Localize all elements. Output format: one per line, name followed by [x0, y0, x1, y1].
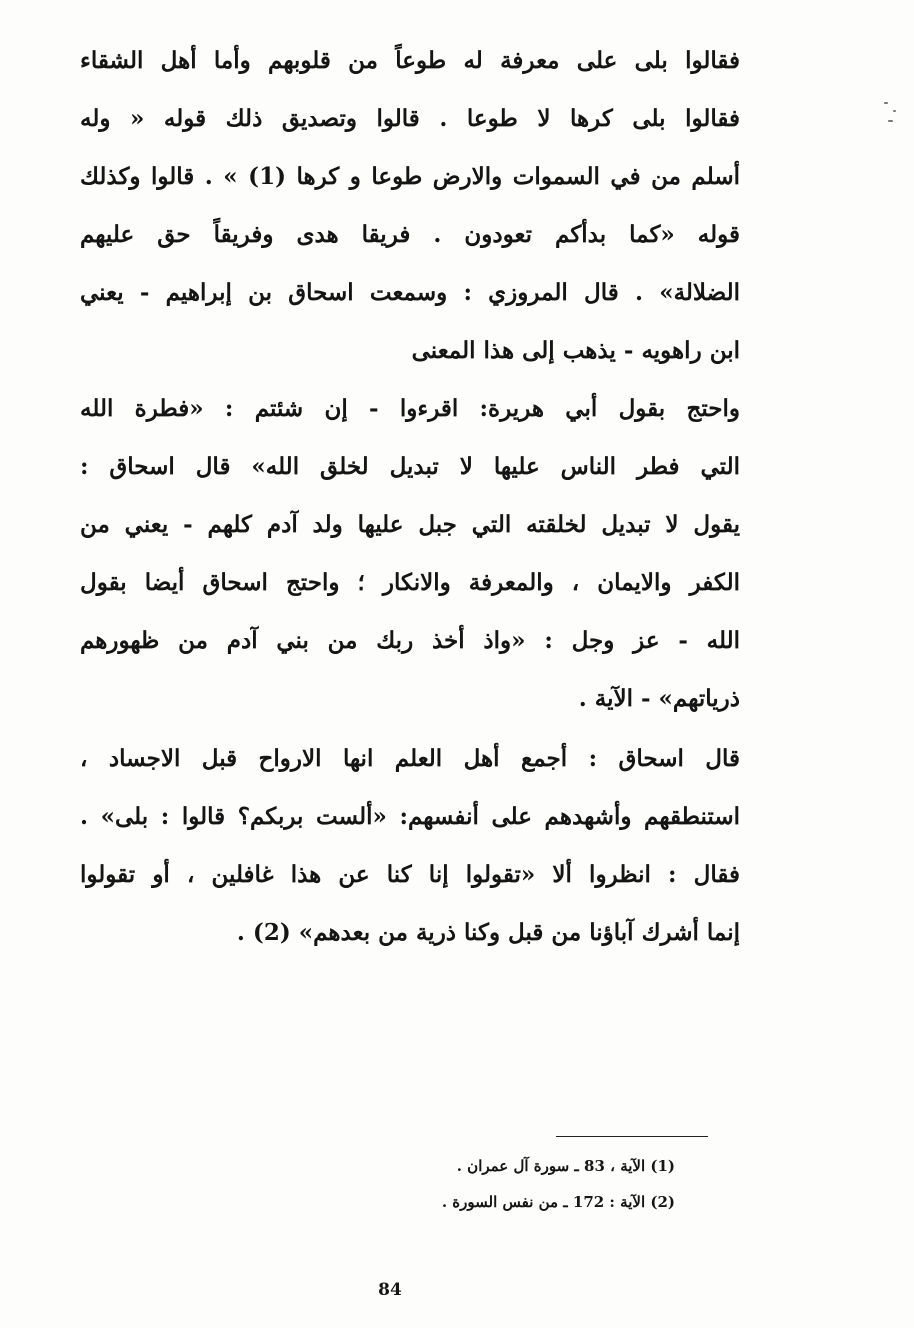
text-line: واحتج بقول أبي هريرة: اقرءوا - إن شئتم : «فطرة الله: [80, 395, 740, 422]
text-line: استنطقهم وأشهدهم على أنفسهم: «ألست بربكم؟ قالوا : بلى» .: [80, 803, 740, 830]
text-line: ذرياتهم» - الآية .: [578, 685, 740, 712]
text-line: ابن راهويه - يذهب إلى هذا المعنى: [411, 337, 740, 364]
text-line: فقالوا بلى على معرفة له طوعاً من قلوبهم وأما أهل الشقاء: [80, 47, 740, 74]
footnote-1: (1) الآية ، 83 ـ سورة آل عمران .: [456, 1157, 675, 1175]
text-line: التي فطر الناس عليها لا تبديل لخلق الله» قال اسحاق :: [80, 453, 740, 480]
text-line: الكفر والايمان ، والمعرفة والانكار ؛ واحتج اسحاق أيضا بقول: [80, 569, 740, 596]
text-line: إنما أشرك آباؤنا من قبل وكنا ذرية من بعدهم» (2) .: [236, 919, 740, 946]
text-line: قوله «كما بدأكم تعودون . فريقا هدى وفريقاً حق عليهم: [80, 221, 740, 248]
text-line: الله - عز وجل : «واذ أخذ ربك من بني آدم من ظهورهم: [80, 627, 740, 654]
footnote-divider: [556, 1136, 708, 1137]
scan-speck: [888, 120, 893, 122]
footnote-2: (2) الآية : 172 ـ من نفس السورة .: [441, 1193, 675, 1211]
text-line: يقول لا تبديل لخلقته التي جبل عليها ولد آدم كلهم - يعني من: [80, 511, 740, 538]
scan-speck: [884, 102, 888, 104]
text-line: فقال : انظروا ألا «تقولوا إنا كنا عن هذا غافلين ، أو تقولوا: [80, 861, 740, 888]
paragraph-3: [80, 730, 740, 962]
paragraph-2: [80, 380, 740, 728]
scan-speck: [893, 110, 896, 112]
text-line: أسلم من في السموات والارض طوعا و كرها (1) » . قالوا وكذلك: [80, 163, 740, 190]
page-number: 84: [378, 1280, 402, 1300]
paragraph-1: [80, 32, 740, 380]
footnotes: [330, 1148, 675, 1220]
text-line: فقالوا بلى كرها لا طوعا . قالوا وتصديق ذلك قوله « وله: [80, 105, 740, 132]
text-line: قال اسحاق : أجمع أهل العلم انها الارواح قبل الاجساد ،: [80, 745, 740, 772]
text-line: الضلالة» . قال المروزي : وسمعت اسحاق بن إبراهيم - يعني: [80, 279, 740, 306]
